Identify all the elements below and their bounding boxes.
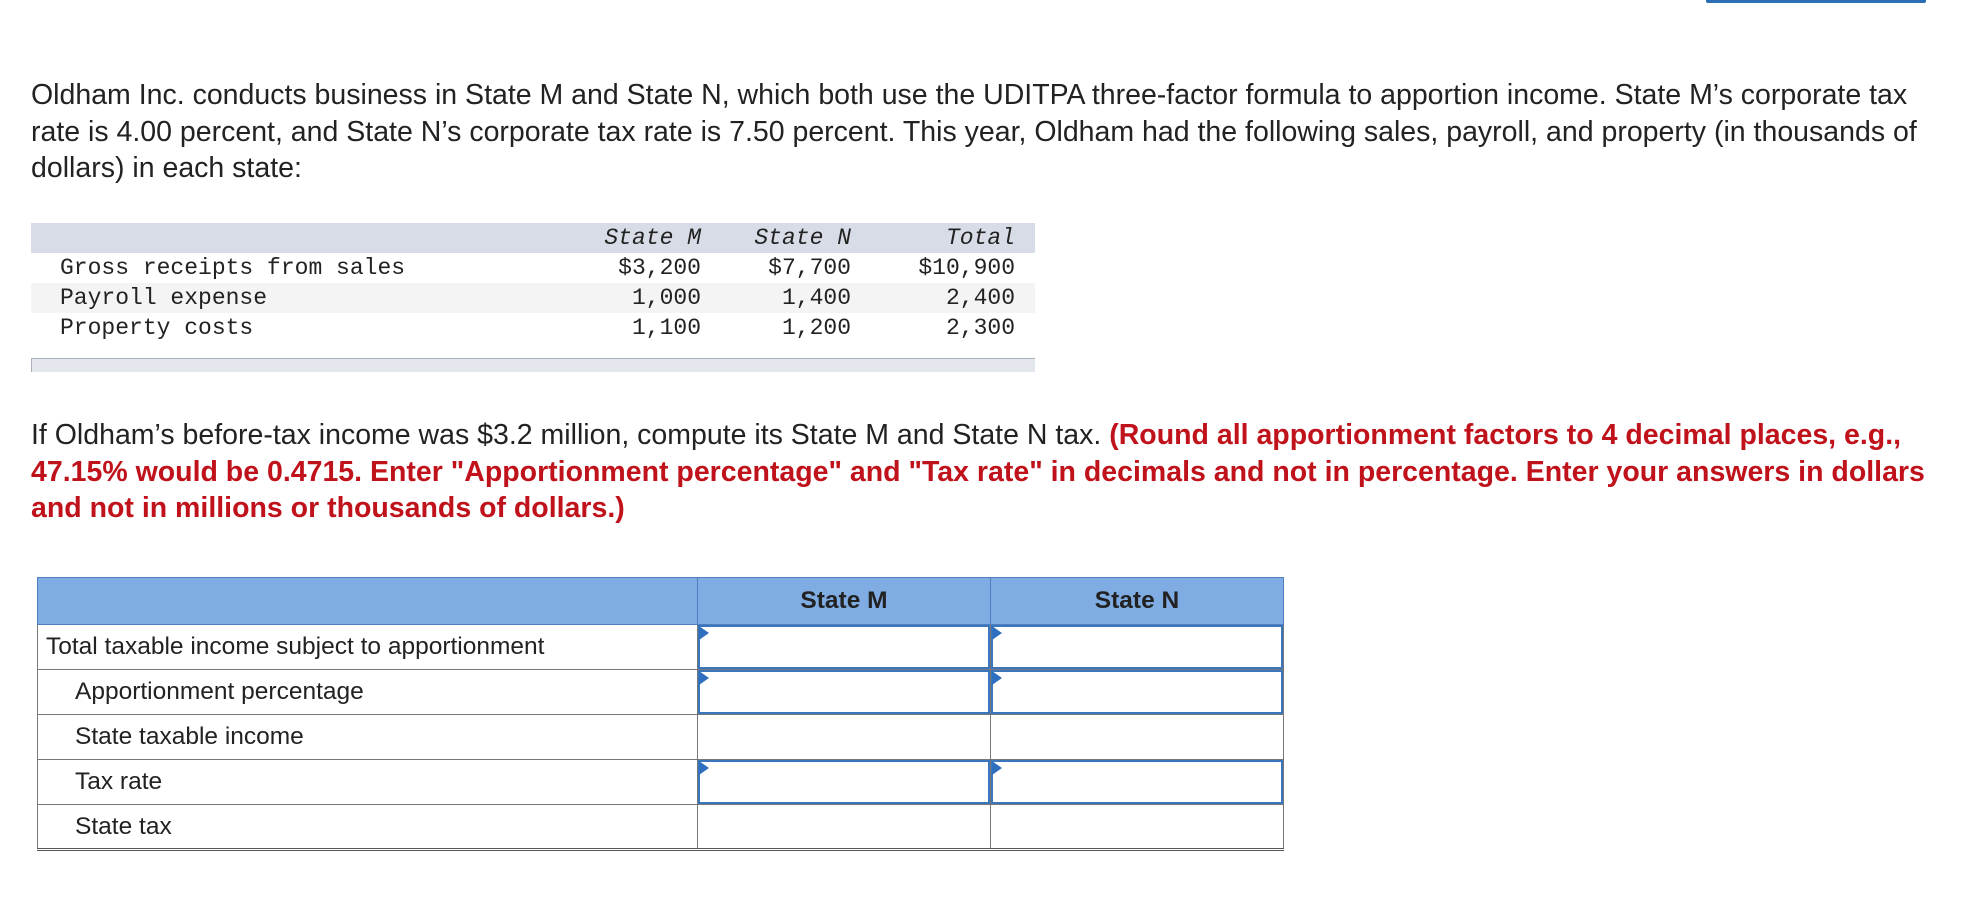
- value-n: 1,400: [781, 285, 851, 311]
- row-label: State taxable income: [75, 723, 304, 750]
- total-taxable-income-n-input[interactable]: [991, 625, 1283, 669]
- row-label: Payroll expense: [60, 285, 268, 311]
- tax-rate-n-input[interactable]: [991, 760, 1283, 804]
- answer-row-state-tax: [38, 805, 1284, 850]
- state-taxable-income-m-cell: [698, 715, 991, 760]
- answer-header-row: [38, 578, 1284, 625]
- value-total: $10,900: [918, 255, 1015, 281]
- top-accent-bar: [1706, 0, 1926, 3]
- answer-row-total-taxable-income: [38, 625, 1284, 670]
- value-m: $3,200: [618, 255, 701, 281]
- question-instruction: (Round all apportionment factors to 4 decimal places, e.g., 47.15% would be 0.4715. Enter "Apportionment percentage" and "Tax rate" in decimals and not in percentage. Enter your answers in dollars and not in millions or thousands of dollars.): [31, 419, 1925, 524]
- total-taxable-income-m-input[interactable]: [698, 625, 990, 669]
- input-marker-icon: [992, 671, 1002, 685]
- row-label: Total taxable income subject to apportionment: [46, 633, 545, 660]
- answer-table: [37, 577, 1284, 851]
- value-n: $7,700: [768, 255, 851, 281]
- input-marker-icon: [992, 761, 1002, 775]
- value-m: 1,100: [631, 315, 701, 341]
- input-marker-icon: [699, 671, 709, 685]
- value-m: 1,000: [631, 285, 701, 311]
- header-state-n: State N: [754, 225, 851, 251]
- input-marker-icon: [699, 626, 709, 640]
- answer-row-state-taxable-income: [38, 715, 1284, 760]
- header-blank: [38, 578, 698, 625]
- input-marker-icon: [992, 626, 1002, 640]
- data-row-sales: [31, 253, 1035, 283]
- header-state-m: State M: [698, 578, 991, 625]
- state-tax-n-cell: [991, 805, 1284, 850]
- data-table: [31, 223, 1035, 372]
- row-label: Apportionment percentage: [75, 678, 364, 705]
- question-text: [31, 417, 1931, 527]
- data-table-header: [31, 223, 1035, 253]
- state-taxable-income-n-cell: [991, 715, 1284, 760]
- data-row-property: [31, 313, 1035, 343]
- header-state-m: State M: [604, 225, 701, 251]
- input-marker-icon: [699, 761, 709, 775]
- answer-row-apportionment-percentage: [38, 670, 1284, 715]
- row-label: Gross receipts from sales: [60, 255, 406, 281]
- question-plain: If Oldham’s before-tax income was $3.2 million, compute its State M and State N tax.: [31, 419, 1102, 451]
- apportionment-percentage-m-input[interactable]: [698, 670, 990, 714]
- tax-rate-m-input[interactable]: [698, 760, 990, 804]
- value-n: 1,200: [781, 315, 851, 341]
- data-table-footer: [31, 358, 1035, 372]
- value-total: 2,400: [945, 285, 1015, 311]
- header-total: Total: [945, 225, 1015, 251]
- header-state-n: State N: [991, 578, 1284, 625]
- row-label: Property costs: [60, 315, 254, 341]
- value-total: 2,300: [945, 315, 1015, 341]
- problem-intro: Oldham Inc. conducts business in State M and State N, which both use the UDITPA three-factor formula to apportion income. State M’s corporate tax rate is 4.00 percent, and State N’s corporate tax rate is 7.50 percent. This year, Oldham had the following sales, payroll, and property (in thousands of dollars) in each state:: [31, 79, 1917, 184]
- data-row-payroll: [31, 283, 1035, 313]
- row-label: Tax rate: [75, 768, 163, 795]
- answer-row-tax-rate: [38, 760, 1284, 805]
- state-tax-m-cell: [698, 805, 991, 850]
- row-label: State tax: [75, 812, 172, 840]
- apportionment-percentage-n-input[interactable]: [991, 670, 1283, 714]
